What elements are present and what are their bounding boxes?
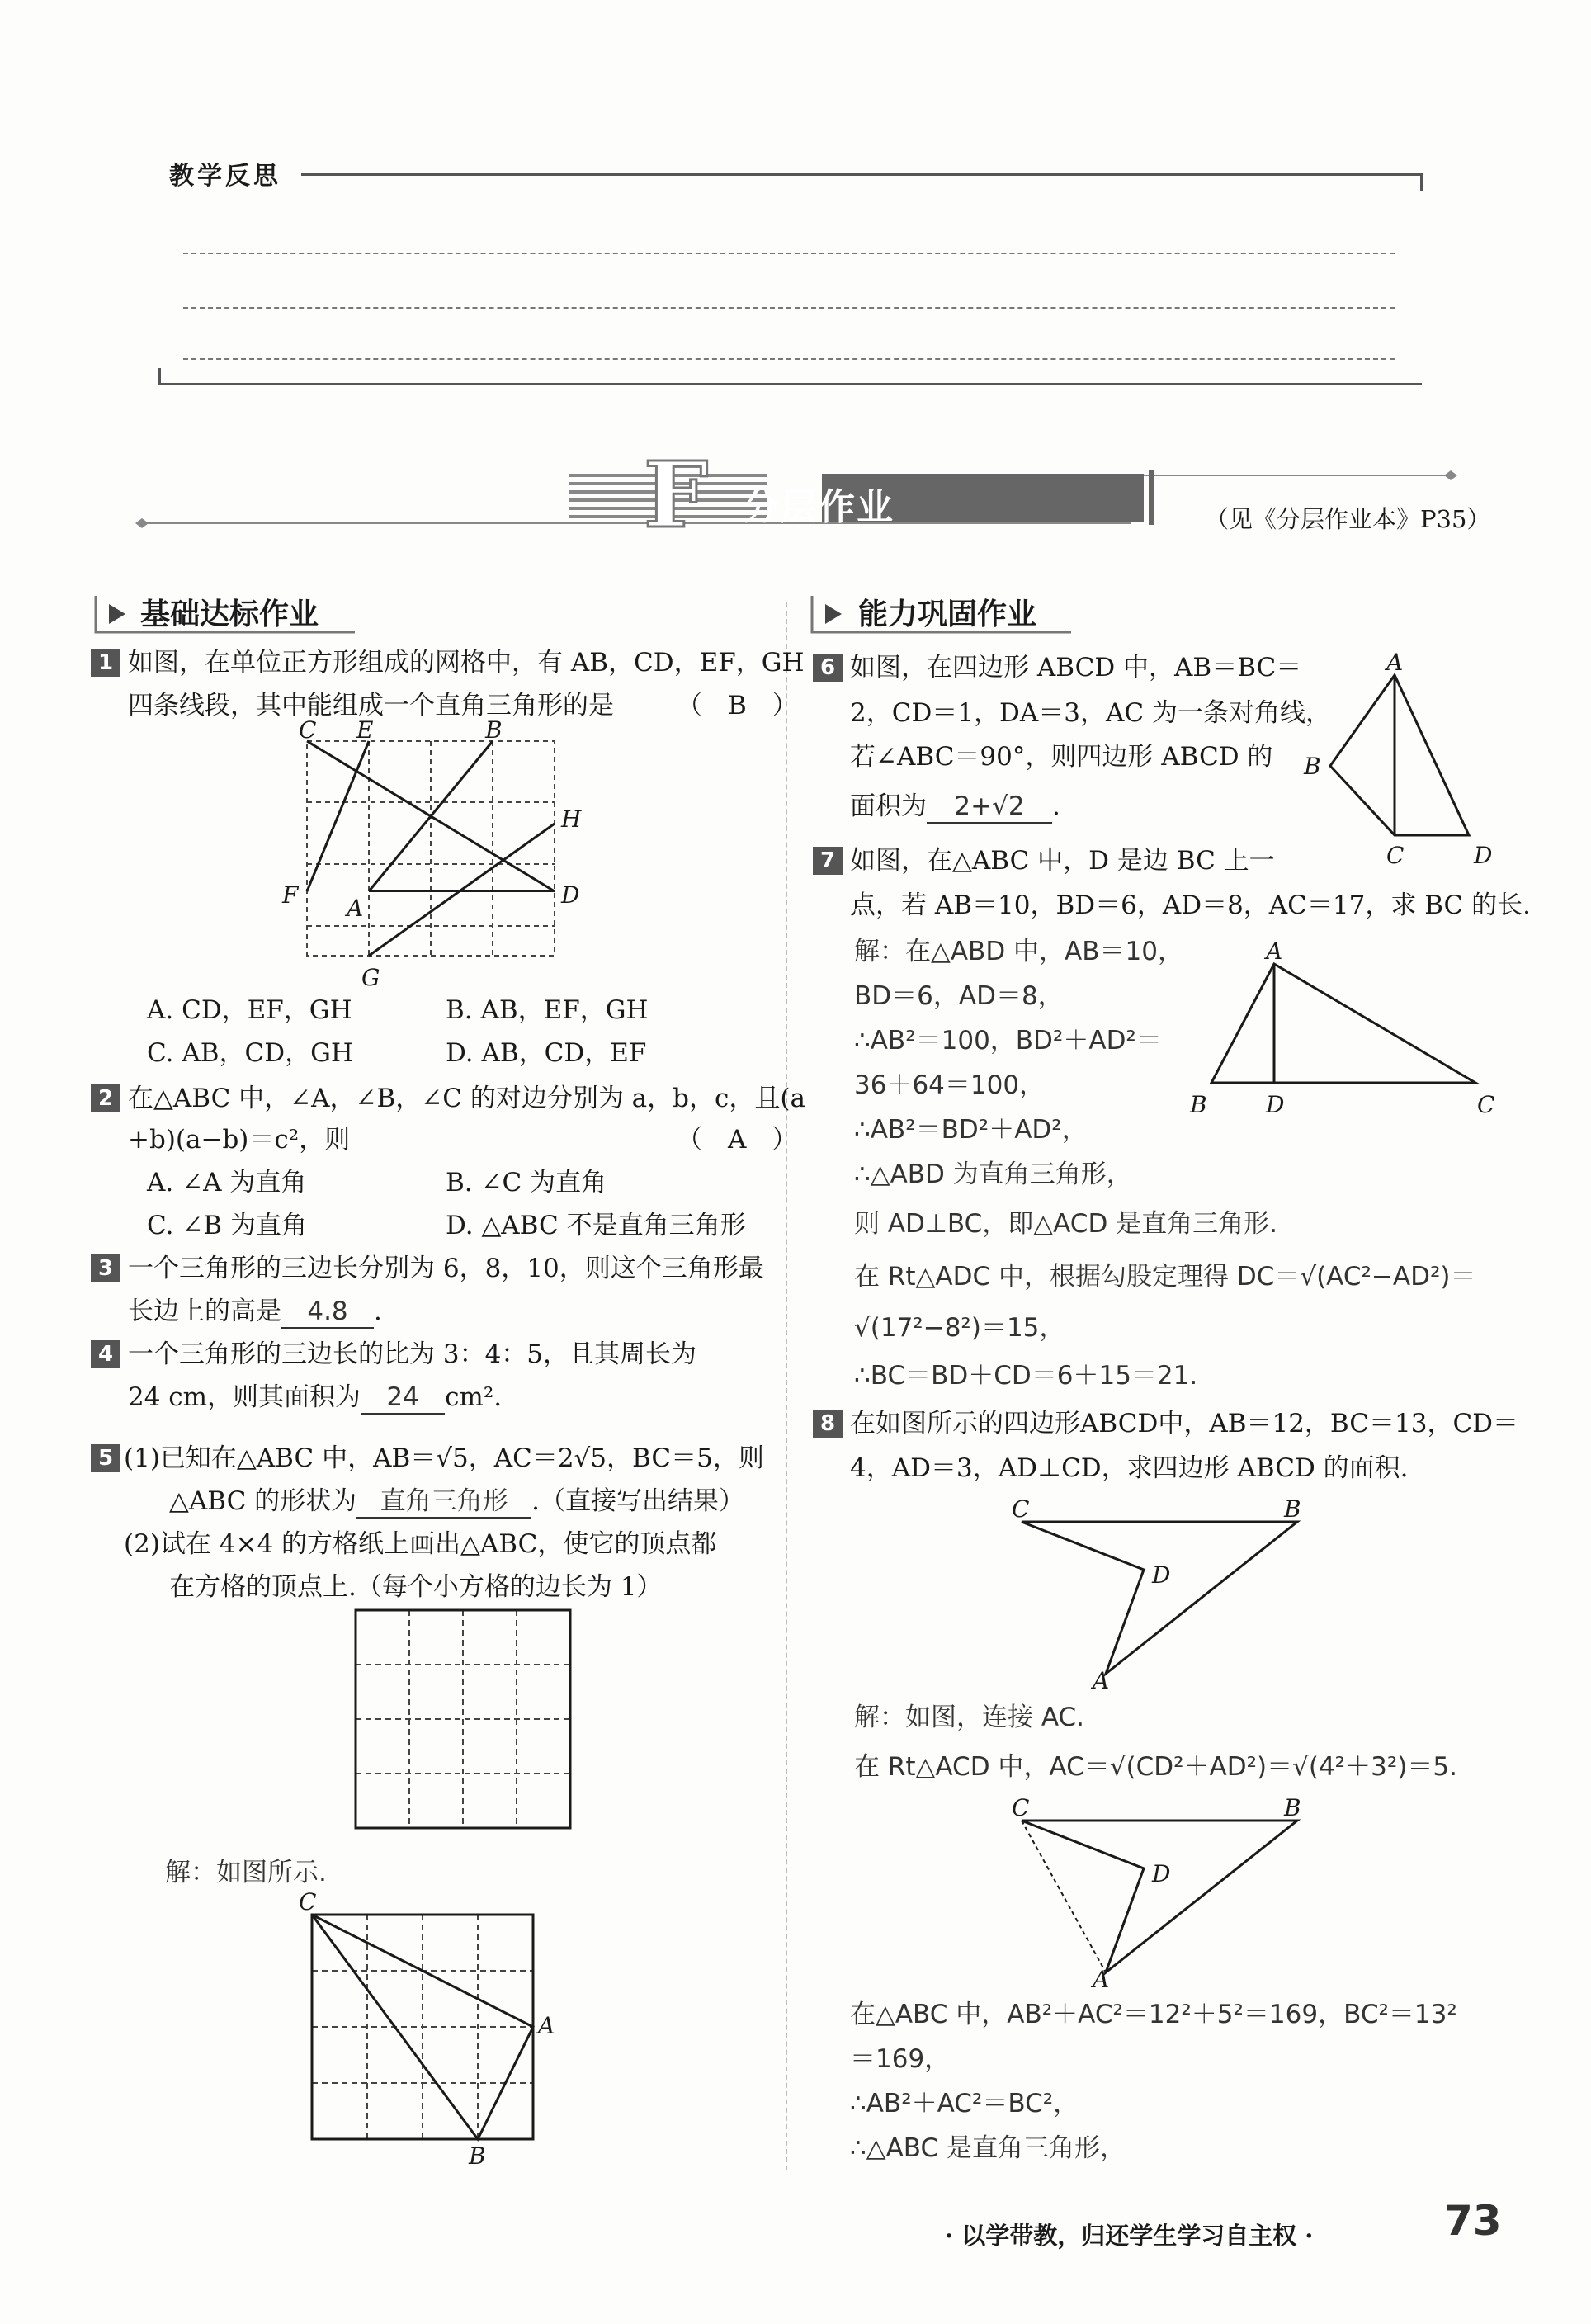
q5-number: 5 (91, 1444, 120, 1472)
q8-label-C: C (1012, 1495, 1030, 1523)
q2-option-c: C. ∠B 为直角 (147, 1211, 307, 1240)
q1-option-c: C. AB，CD，GH (147, 1038, 353, 1068)
q7-sol5: ∴AB²＝BD²＋AD²， (854, 1115, 1088, 1145)
q1-line1: 如图，在单位正方形组成的网格中，有 AB，CD，EF，GH (128, 648, 805, 678)
banner-letter: F (644, 442, 709, 548)
column-divider (786, 602, 787, 2170)
reflection-left-tick (158, 368, 161, 385)
q6-line4 (850, 791, 1060, 824)
q7-label-C: C (1477, 1091, 1495, 1118)
footer-slogan: · 以学带教，归还学生学习自主权 · (945, 2222, 1314, 2250)
q5-empty-grid (351, 1605, 574, 1832)
q6-line2: 2，CD＝1，DA＝3，AC 为一条对角线， (850, 698, 1331, 728)
q7-sol9: √(17²−8²)＝15， (854, 1313, 1065, 1343)
q7-number: 7 (813, 847, 843, 875)
q4-line1: 一个三角形的三边长的比为 3：4：5，且其周长为 (128, 1339, 697, 1369)
q5-solution-figure (281, 1890, 561, 2187)
q7-sol2: BD＝6，AD＝8， (854, 981, 1064, 1011)
q3-answer-blank: 4.8 (281, 1296, 374, 1329)
q7-sol7: 则 AD⊥BC，即△ACD 是直角三角形. (854, 1209, 1278, 1239)
q5-label-B: B (469, 2142, 486, 2170)
q6-number: 6 (813, 654, 843, 682)
q1-label-F: F (282, 881, 299, 909)
q3-line1: 一个三角形的三边长分别为 6，8，10，则这个三角形最 (128, 1254, 764, 1283)
q1-label-A: A (347, 895, 364, 922)
q1-label-E: E (356, 716, 374, 744)
q8-sol3: 在△ABC 中，AB²＋AC²＝12²＋5²＝169，BC²＝13² (850, 2000, 1457, 2029)
arrow-icon (825, 604, 842, 624)
q3-number: 3 (91, 1254, 120, 1282)
q5-answer-blank: 直角三角形 (356, 1486, 531, 1519)
q4-line2 (128, 1382, 502, 1415)
q4-line2-post: cm². (445, 1382, 503, 1412)
q8-sol6: ∴△ABC 是直角三角形， (850, 2133, 1126, 2163)
q7-line2: 点，若 AB＝10，BD＝6，AD＝8，AC＝17，求 BC 的长. (850, 890, 1531, 920)
segment-EF (307, 741, 369, 891)
q6-line1: 如图，在四边形 ABCD 中，AB＝BC＝ (850, 653, 1302, 683)
q1-number: 1 (91, 649, 120, 677)
q8-sol-label-A: A (1093, 1966, 1110, 1993)
q1-label-H: H (561, 805, 582, 833)
reflection-title: 教学反思 (169, 162, 281, 191)
reflection-right-tick (1420, 173, 1423, 191)
segment-GH (369, 824, 555, 956)
q7-sol1: 解：在△ABD 中，AB＝10， (854, 937, 1183, 966)
q6-label-A: A (1386, 649, 1404, 676)
q2-line2: +b)(a−b)＝c²，则 (128, 1125, 351, 1155)
q2-option-d: D. △ABC 不是直角三角形 (446, 1211, 746, 1240)
q4-line2-pre: 24 cm，则其面积为 (128, 1382, 361, 1412)
reflection-bottom-line (158, 383, 1422, 385)
q5-line3: (2)试在 4×4 的方格纸上画出△ABC，使它的顶点都 (124, 1529, 717, 1559)
arrow-icon (109, 604, 125, 624)
q1-option-d: D. AB，CD，EF (446, 1038, 647, 1068)
q6-label-C: C (1386, 842, 1405, 869)
q6-label-D: D (1474, 842, 1493, 869)
section-basic-title: 基础达标作业 (140, 598, 319, 631)
q2-option-b: B. ∠C 为直角 (446, 1168, 607, 1197)
q7-line1: 如图，在△ABC 中，D 是边 BC 上一 (850, 846, 1275, 876)
q1-label-B: B (485, 716, 503, 744)
q5-line2-pre: △ABC 的形状为 (169, 1486, 357, 1516)
q8-label-D: D (1152, 1561, 1171, 1589)
q2-option-a: A. ∠A 为直角 (147, 1168, 307, 1197)
q6-line4-pre: 面积为 (850, 791, 927, 821)
q7-sol4: 36＋64＝100， (854, 1070, 1046, 1100)
reflection-line-2 (183, 307, 1395, 309)
q5-line2 (169, 1486, 744, 1519)
q6-answer-blank: 2+√2 (927, 791, 1052, 824)
q8-label-A: A (1093, 1667, 1110, 1694)
q7-label-D: D (1266, 1091, 1285, 1118)
reflection-line-1 (183, 253, 1395, 254)
reflection-line-3 (183, 358, 1395, 360)
q1-label-G: G (361, 964, 380, 991)
q8-sol2: 在 Rt△ACD 中，AC＝√(CD²＋AD²)＝√(4²＋3²)＝5. (854, 1752, 1457, 1782)
q8-solution-figure (990, 1793, 1320, 1991)
q1-answer: （ B ） (677, 691, 798, 720)
q7-sol3: ∴AB²＝100，BD²＋AD²＝ (854, 1026, 1162, 1056)
q8-sol5: ∴AB²＋AC²＝BC²， (850, 2089, 1079, 2119)
q8-label-B: B (1284, 1495, 1301, 1523)
q2-answer: （ A ） (677, 1125, 798, 1155)
q7-label-B: B (1190, 1091, 1207, 1118)
q8-line1: 在如图所示的四边形ABCD中，AB＝12，BC＝13，CD＝ (850, 1409, 1519, 1438)
banner-title: 分层作业 (743, 486, 895, 528)
q5-line2-post: .（直接写出结果） (531, 1486, 745, 1516)
q1-label-C: C (299, 716, 317, 744)
q3-line2-pre: 长边上的高是 (128, 1297, 281, 1326)
q5-line1: (1)已知在△ABC 中，AB＝√5，AC＝2√5，BC＝5，则 (124, 1443, 764, 1473)
q6-label-B: B (1304, 753, 1321, 780)
q3-line2 (128, 1296, 382, 1329)
q7-sol6: ∴△ABD 为直角三角形， (854, 1160, 1132, 1189)
reflection-top-line (301, 173, 1422, 176)
q5-label-C: C (299, 1888, 317, 1915)
q6-line3: 若∠ABC＝90°，则四边形 ABCD 的 (850, 742, 1273, 772)
diagonal-AC (1022, 1821, 1106, 1972)
q7-sol10: ∴BC＝BD＋CD＝6＋15＝21. (854, 1361, 1198, 1391)
q1-option-a: A. CD，EF，GH (147, 995, 352, 1025)
q7-label-A: A (1266, 938, 1283, 965)
q5-label-A: A (538, 2012, 555, 2039)
q8-sol-label-C: C (1012, 1794, 1030, 1821)
q6-line4-post: . (1052, 791, 1060, 821)
q4-answer-blank: 24 (361, 1382, 445, 1415)
q3-line2-post: . (374, 1297, 382, 1326)
q1-label-D: D (561, 881, 580, 909)
banner-ref: （见《分层作业本》P35） (1205, 505, 1491, 533)
page-number: 73 (1444, 2197, 1502, 2245)
q7-sol8: 在 Rt△ADC 中，根据勾股定理得 DC＝√(AC²−AD²)＝ (854, 1262, 1476, 1292)
section-ability-title: 能力巩固作业 (858, 598, 1037, 631)
q5-line4: 在方格的顶点上.（每个小方格的边长为 1） (169, 1572, 663, 1602)
q1-grid-figure (281, 716, 594, 999)
q8-figure (990, 1494, 1320, 1692)
q5-solution: 解：如图所示. (165, 1858, 327, 1887)
q1-option-b: B. AB，EF，GH (446, 995, 649, 1025)
q2-line1: 在△ABC 中，∠A，∠B，∠C 的对边分别为 a，b，c，且(a (128, 1084, 805, 1113)
q1-line2: 四条线段，其中能组成一个直角三角形的是 (128, 691, 614, 720)
q8-sol-label-D: D (1152, 1860, 1171, 1887)
q8-line2: 4，AD＝3，AD⊥CD，求四边形 ABCD 的面积. (850, 1453, 1409, 1483)
q8-sol4: ＝169， (850, 2044, 951, 2074)
q8-sol-label-B: B (1284, 1794, 1301, 1821)
q4-number: 4 (91, 1340, 120, 1368)
q2-number: 2 (91, 1084, 120, 1112)
q8-sol1: 解：如图，连接 AC. (854, 1703, 1085, 1732)
q8-number: 8 (813, 1410, 843, 1438)
q7-figure (1172, 933, 1502, 1122)
q6-figure (1287, 649, 1510, 875)
